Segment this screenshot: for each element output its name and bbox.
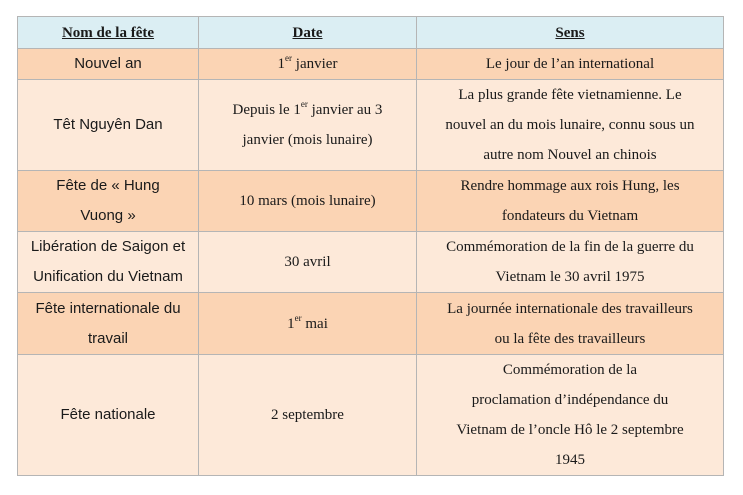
cell-date xyxy=(199,171,417,232)
date-text: 30 avril xyxy=(284,254,331,270)
cell-text-line: nouvel an du mois lunaire, connu sous un xyxy=(445,117,695,133)
date-text: 1 xyxy=(277,56,286,72)
cell-nom xyxy=(18,49,199,80)
date-text: Depuis le 1 xyxy=(232,102,301,118)
cell-text-line: Têt Nguyên Dan xyxy=(53,116,163,133)
date-text: janvier xyxy=(292,56,338,72)
date-text: 10 mars (mois lunaire) xyxy=(239,193,376,209)
date-text: 2 septembre xyxy=(271,407,344,423)
cell-sens xyxy=(417,80,724,171)
cell-text-line: Vuong » xyxy=(80,207,136,224)
cell-text-line: ou la fête des travailleurs xyxy=(494,330,646,347)
table-row xyxy=(18,49,724,80)
cell-text-line: Unification du Vietnam xyxy=(33,268,183,285)
cell-text-line xyxy=(203,186,412,216)
cell-date xyxy=(199,232,417,293)
table-row xyxy=(18,171,724,232)
cell-text-line: La journée internationale des travailleurs xyxy=(447,300,693,317)
cell-text-line: Nouvel an xyxy=(74,55,142,72)
cell-text-line: Fête internationale du xyxy=(35,299,181,317)
cell-text-line xyxy=(203,400,412,430)
cell-text-line: Fête de « Hung xyxy=(56,177,160,194)
table-body xyxy=(18,49,724,476)
cell-text-line xyxy=(203,125,412,155)
cell-date xyxy=(199,293,417,355)
cell-text-line: La plus grande fête vietnamienne. Le xyxy=(458,87,682,103)
holidays-table xyxy=(17,16,724,476)
cell-text-line: Rendre hommage aux rois Hung, les xyxy=(460,178,680,194)
date-text: janvier (mois lunaire) xyxy=(242,132,373,148)
date-text: mai xyxy=(301,315,328,332)
cell-date xyxy=(199,80,417,171)
cell-nom xyxy=(18,80,199,171)
ordinal-superscript: er xyxy=(294,312,302,323)
cell-text-line: Le jour de l’an international xyxy=(485,56,655,72)
table-row xyxy=(18,355,724,476)
cell-nom xyxy=(18,232,199,293)
cell-text-line: autre nom Nouvel an chinois xyxy=(483,147,657,163)
cell-text-line: 1945 xyxy=(555,452,585,468)
table-row xyxy=(18,293,724,355)
table-row xyxy=(18,232,724,293)
cell-text-line: Commémoration de la fin de la guerre du xyxy=(446,239,694,255)
cell-text-line xyxy=(203,95,412,125)
cell-nom xyxy=(18,355,199,476)
cell-text-line: fondateurs du Vietnam xyxy=(501,208,639,224)
date-text: janvier au 3 xyxy=(307,102,383,118)
header-date: Date xyxy=(199,17,417,49)
ordinal-superscript: er xyxy=(285,53,293,63)
cell-date xyxy=(199,49,417,80)
header-sens: Sens xyxy=(417,17,724,49)
cell-text-line: Libération de Saigon et xyxy=(30,238,186,255)
cell-text-line: Commémoration de la xyxy=(502,362,638,378)
cell-sens xyxy=(417,232,724,293)
cell-sens xyxy=(417,49,724,80)
cell-nom xyxy=(18,171,199,232)
cell-nom xyxy=(18,293,199,355)
cell-text-line: travail xyxy=(87,329,128,347)
ordinal-superscript: er xyxy=(300,99,308,109)
header-nom: Nom de la fête xyxy=(18,17,199,49)
table-header-row xyxy=(18,17,724,49)
cell-text-line: proclamation d’indépendance du xyxy=(471,392,669,408)
cell-text-line xyxy=(203,49,412,79)
date-text: 1 xyxy=(287,315,295,332)
cell-text-line xyxy=(203,247,412,277)
cell-text-line: Vietnam de l’oncle Hô le 2 septembre xyxy=(456,422,684,438)
cell-date xyxy=(199,355,417,476)
cell-text-line xyxy=(203,309,412,339)
cell-sens xyxy=(417,293,724,355)
cell-sens xyxy=(417,171,724,232)
cell-text-line: Fête nationale xyxy=(60,406,156,423)
table-row xyxy=(18,80,724,171)
cell-text-line: Vietnam le 30 avril 1975 xyxy=(495,269,645,285)
cell-sens xyxy=(417,355,724,476)
